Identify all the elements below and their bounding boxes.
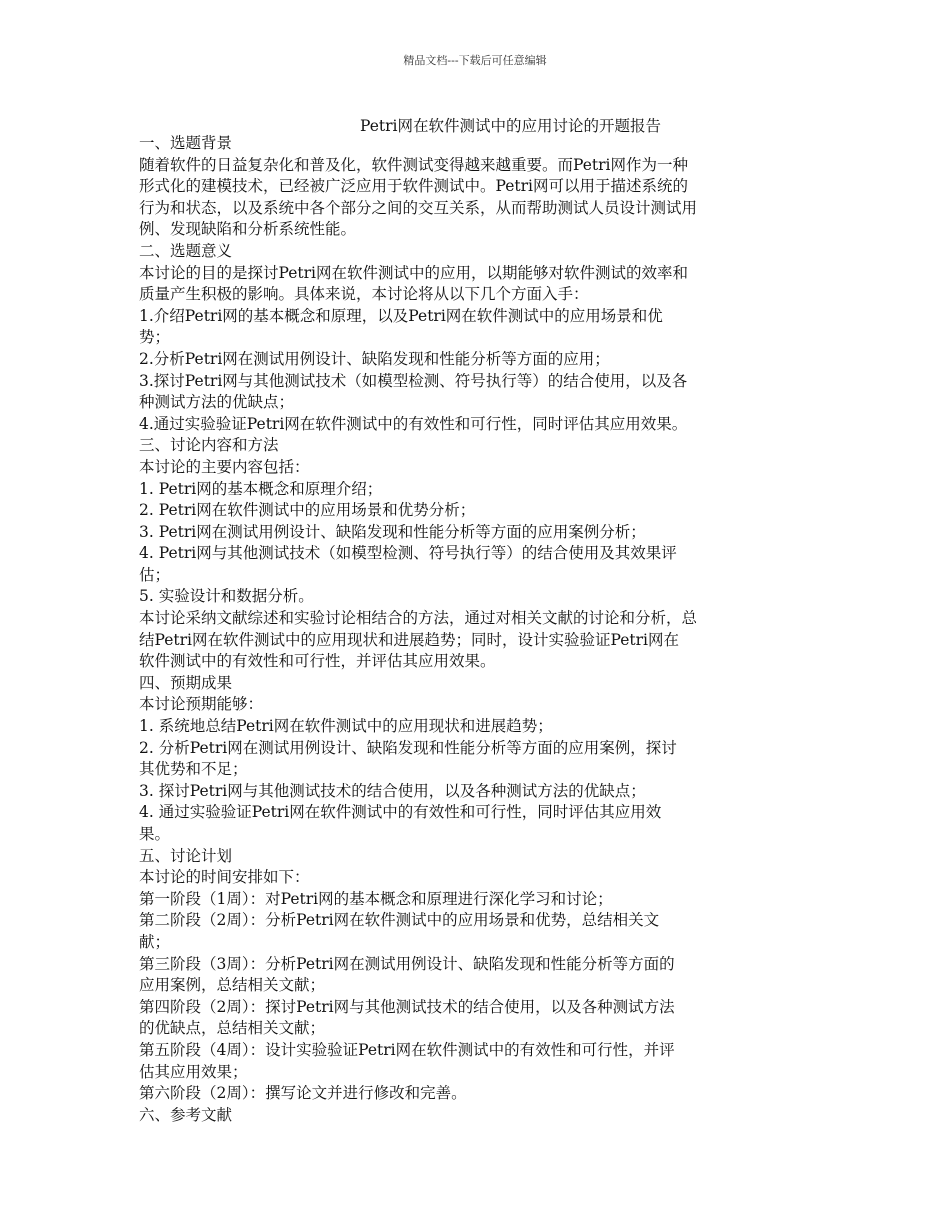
- document-body: [139, 133, 814, 1126]
- text-line: 本讨论的主要内容包括：: [139, 457, 310, 476]
- page-header: 精品文档---下载后可任意编辑: [403, 54, 547, 67]
- text-line: 本讨论预期能够：: [139, 695, 264, 714]
- list-item-continuation: 种测试方法的优缺点；: [139, 393, 295, 412]
- list-item: 2.分析Petri网在测试用例设计、缺陷发现和性能分析等方面的应用；: [139, 349, 610, 368]
- document-title: Petri网在软件测试中的应用讨论的开题报告: [360, 117, 662, 135]
- list-item: 1. Petri网的基本概念和原理介绍；: [139, 479, 383, 498]
- list-item: 4.通过实验验证Petri网在软件测试中的有效性和可行性，同时评估其应用效果。: [139, 414, 688, 433]
- list-item: 2. 分析Petri网在测试用例设计、缺陷发现和性能分析等方面的应用案例，探讨: [139, 738, 677, 757]
- section-heading-content-methods: 三、讨论内容和方法: [139, 436, 279, 455]
- plan-stage-continuation: 应用案例，总结相关文献；: [139, 976, 326, 995]
- text-line: 软件测试中的有效性和可行性，并评估其应用效果。: [139, 652, 496, 671]
- section-heading-background: 一、选题背景: [139, 134, 233, 152]
- section-heading-plan: 五、讨论计划: [139, 846, 233, 865]
- list-item-continuation: 估；: [139, 565, 171, 584]
- text-line: 形式化的建模技术，已经被广泛应用于软件测试中。Petri网可以用于描述系统的: [139, 177, 689, 196]
- text-line: 质量产生积极的影响。具体来说，本讨论将从以下几个方面入手：: [139, 285, 589, 304]
- text-line: 本讨论采纳文献综述和实验讨论相结合的方法，通过对相关文献的讨论和分析，总: [139, 609, 698, 628]
- list-item: 3. Petri网在测试用例设计、缺陷发现和性能分析等方面的应用案例分析；: [139, 522, 646, 541]
- plan-stage: 第五阶段（4周）：设计实验验证Petri网在软件测试中的有效性和可行性，并评: [139, 1040, 675, 1059]
- text-line: 随着软件的日益复杂化和普及化，软件测试变得越来越重要。而Petri网作为一种: [139, 155, 689, 174]
- text-line: 例、发现缺陷和分析系统性能。: [139, 220, 357, 239]
- list-item: 1.介绍Petri网的基本概念和原理，以及Petri网在软件测试中的应用场景和优: [139, 306, 663, 325]
- plan-stage: 第四阶段（2周）：探讨Petri网与其他测试技术的结合使用，以及各种测试方法: [139, 997, 675, 1016]
- plan-stage-continuation: 献；: [139, 932, 171, 951]
- plan-stage: 第一阶段（1周）：对Petri网的基本概念和原理进行深化学习和讨论；: [139, 889, 613, 908]
- plan-stage: 第三阶段（3周）：分析Petri网在测试用例设计、缺陷发现和性能分析等方面的: [139, 954, 675, 973]
- section-heading-significance: 二、选题意义: [139, 241, 233, 260]
- plan-stage-continuation: 估其应用效果；: [139, 1062, 248, 1081]
- list-item-continuation: 其优势和不足；: [139, 760, 248, 779]
- list-item-continuation: 果。: [139, 825, 171, 843]
- text-line: 本讨论的时间安排如下：: [139, 868, 310, 887]
- plan-stage: 第六阶段（2周）：撰写论文并进行修改和完善。: [139, 1084, 467, 1103]
- plan-stage-continuation: 的优缺点，总结相关文献；: [139, 1019, 326, 1038]
- list-item: 2. Petri网在软件测试中的应用场景和优势分析；: [139, 501, 476, 520]
- section-heading-expected-results: 四、预期成果: [139, 673, 233, 692]
- list-item: 5. 实验设计和数据分析。: [139, 587, 314, 606]
- list-item-continuation: 势；: [139, 328, 171, 347]
- text-line: 结Petri网在软件测试中的应用现状和进展趋势；同时，设计实验验证Petri网在: [139, 630, 680, 649]
- list-item: 3. 探讨Petri网与其他测试技术的结合使用，以及各种测试方法的优缺点；: [139, 781, 646, 800]
- list-item: 3.探讨Petri网与其他测试技术（如模型检测、符号执行等）的结合使用，以及各: [139, 371, 688, 390]
- list-item: 1. 系统地总结Petri网在软件测试中的应用现状和进展趋势；: [139, 717, 553, 736]
- text-line: 行为和状态，以及系统中各个部分之间的交互关系，从而帮助测试人员设计测试用: [139, 198, 698, 217]
- list-item: 4. 通过实验验证Petri网在软件测试中的有效性和可行性，同时评估其应用效: [139, 803, 662, 822]
- list-item: 4. Petri网与其他测试技术（如模型检测、符号执行等）的结合使用及其效果评: [139, 544, 677, 563]
- plan-stage: 第二阶段（2周）：分析Petri网在软件测试中的应用场景和优势，总结相关文: [139, 911, 660, 930]
- text-line: 本讨论的目的是探讨Petri网在软件测试中的应用，以期能够对软件测试的效率和: [139, 263, 689, 282]
- section-heading-references: 六、参考文献: [139, 1105, 233, 1124]
